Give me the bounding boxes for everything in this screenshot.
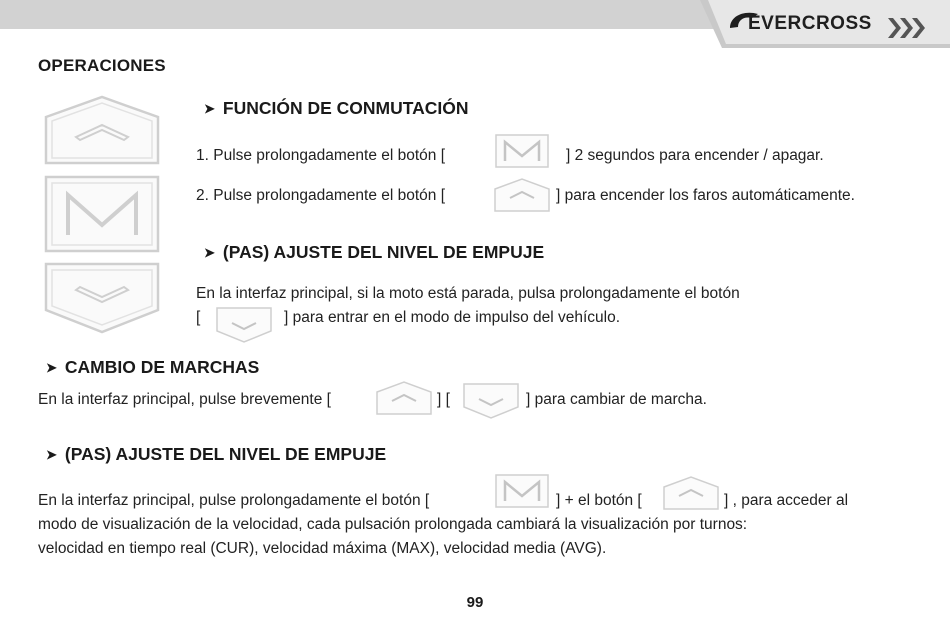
heading-gear-change: ➤ CAMBIO DE MARCHAS [46,357,260,377]
switch-line2-start: 2. Pulse prolongadamente el botón [ [196,187,446,204]
pas1-line1: En la interfaz principal, si la moto está parada, pulsa prolongadamente el botón [196,285,740,302]
down-button-icon [463,383,519,419]
up-button-icon [494,178,550,212]
pas2-line1-end: ] , para acceder al [724,492,849,509]
m-button-icon [495,474,549,508]
heading-pas-push-1: ➤ (PAS) AJUSTE DEL NIVEL DE EMPUJE [204,242,545,262]
up-button-large-icon [44,95,160,165]
up-button-icon [663,476,719,510]
arrow-bullet-icon: ➤ [46,447,57,462]
pas2-line1-start: En la interfaz principal, pulse prolongadamente el botón [ [38,492,430,509]
gears-line-end: ] para cambiar de marcha. [526,391,707,408]
m-button-icon [495,134,549,168]
gears-line-mid: ] [ [437,391,450,408]
page-number: 99 [466,594,484,611]
arrow-bullet-icon: ➤ [204,101,215,116]
down-button-icon [216,307,272,343]
switch-line1-end: ] 2 segundos para encender / apagar. [566,147,824,164]
pas2-line1-mid: ] + el botón [ [556,492,642,509]
pas2-line2: modo de visualización de la velocidad, cada pulsación prolongada cambiará la visualización por turnos: [38,516,748,533]
switch-line1-start: 1. Pulse prolongadamente el botón [ [196,147,446,164]
pas1-line2-start: [ [196,309,201,326]
section-title: OPERACIONES [38,56,166,75]
gears-line-start: En la interfaz principal, pulse brevemente [ [38,391,331,408]
down-button-large-icon [44,262,160,334]
brand-logo [700,0,950,48]
pas1-line2-end: ] para entrar en el modo de impulso del vehículo. [284,309,621,326]
heading-switch-function: ➤ FUNCIÓN DE CONMUTACIÓN [204,98,469,118]
arrow-bullet-icon: ➤ [204,245,215,260]
pas2-line3: velocidad en tiempo real (CUR), velocidad máxima (MAX), velocidad media (AVG). [38,540,607,557]
up-button-icon [376,381,432,415]
m-button-large-icon [44,175,160,253]
switch-line2-end: ] para encender los faros automáticamente. [556,187,855,204]
brand-name: EVERCROSS [748,13,872,34]
arrow-bullet-icon: ➤ [46,360,57,375]
heading-pas-push-2: ➤ (PAS) AJUSTE DEL NIVEL DE EMPUJE [46,444,387,464]
